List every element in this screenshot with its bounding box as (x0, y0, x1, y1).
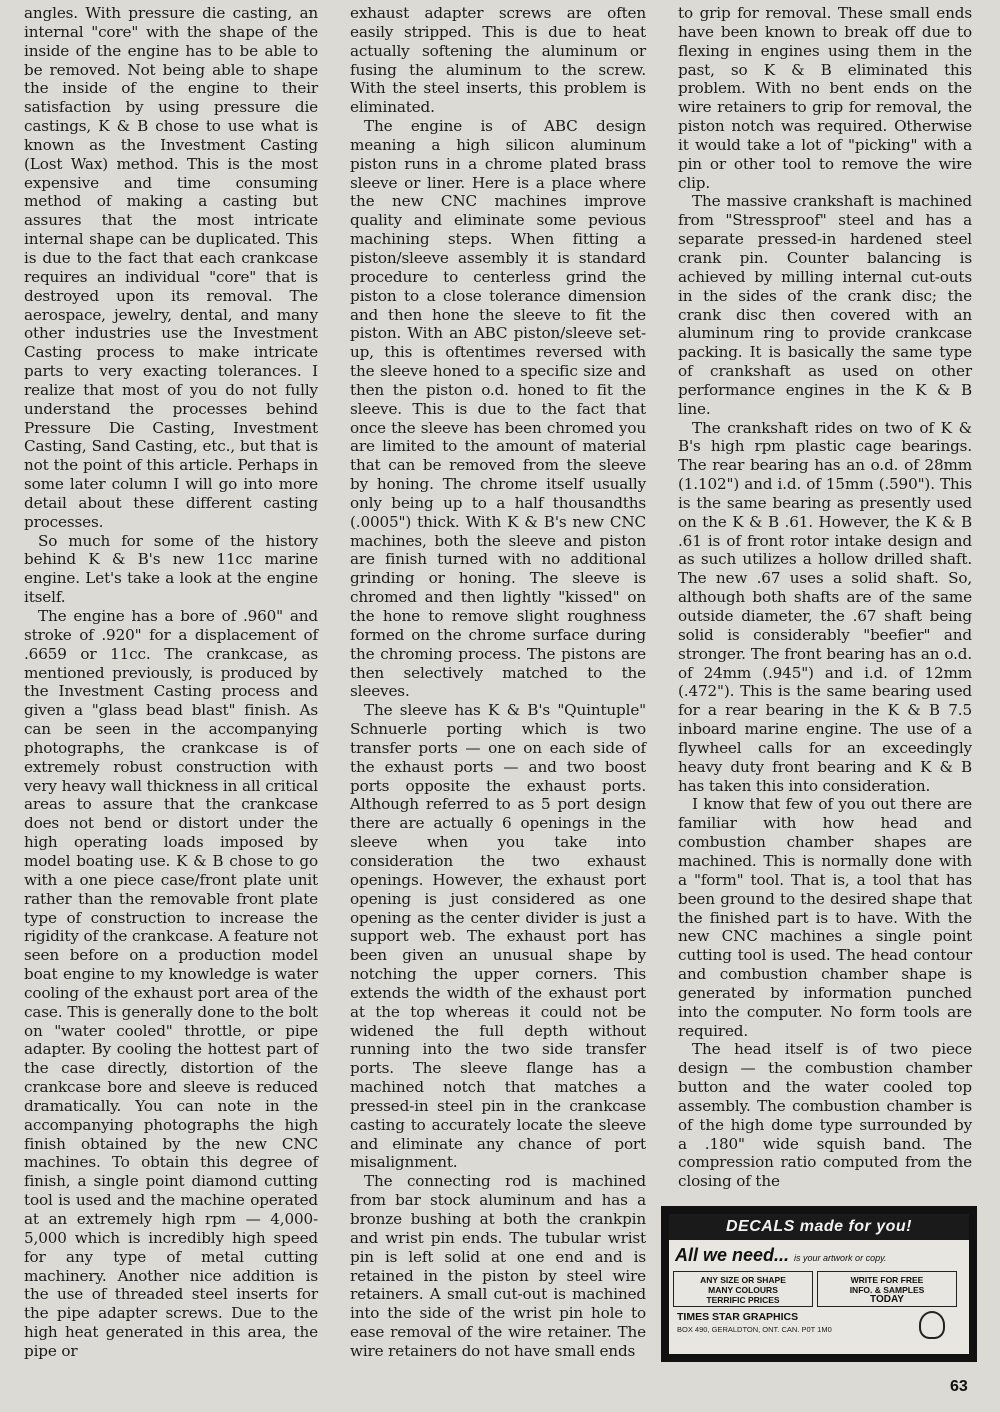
ad-panel (669, 1214, 969, 1354)
ad-contact-line: WRITE FOR FREE (850, 1275, 924, 1285)
ad-tagline-main: All we need... (675, 1245, 790, 1265)
page-number: 63 (950, 1378, 968, 1395)
ad-contact-line: TODAY (870, 1294, 904, 1305)
paragraph: The head itself is of two piece design — the combustion chamber button and the water cooled top assembly. The combustion chamber is of the high dome type surrounded by a .180" wide squish band. The compression ratio computed from the closing of the (678, 1040, 972, 1191)
article-column-2 (350, 4, 646, 1364)
article-column-3 (678, 4, 972, 1199)
ad-company-name: TIMES STAR GRAPHICS (677, 1311, 799, 1323)
paragraph: angles. With pressure die casting, an internal "core" with the shape of the inside of the engine has to be able to be removed. Not being able to shape the inside of the engine to their satisfaction by using pressure die castings, K & B chose to use what is known as the Investment Casting (Lost Wax) method. This is the most expensive and time consuming method of making a casting but assures that the most intricate internal shape can be duplicated. This is due to the fact that each crankcase requires an individual "core" that is destroyed upon its removal. The aerospace, jewelry, dental, and many other industries use the Investment Casting process to make intricate parts to very exacting tolerances. I realize that most of you do not fully understand the processes behind Pressure Die Casting, Investment Casting, Sand Casting, etc., but that is not the point of this article. Perhaps in some later column I will go into more detail about these different casting processes. (24, 4, 318, 531)
ad-headline: DECALS made for you! (669, 1214, 969, 1240)
ad-address: BOX 490, GERALDTON, ONT. CAN. P0T 1M0 (677, 1325, 832, 1334)
paragraph: So much for some of the history behind K & B's new 11cc marine engine. Let's take a look at the engine itself. (24, 531, 318, 607)
company-logo-icon (919, 1311, 945, 1339)
paragraph: The massive crankshaft is machined from "Stressproof" steel and has a separate pressed-in hardened steel crank pin. Counter balancing is achieved by milling internal cut-outs in the sides of the crank disc; the crank disc then covered with an aluminum ring to provide crankcase packing. It is basically the same type of crankshaft as used on other performance engines in the K & B line. (678, 192, 972, 418)
paragraph: The sleeve has K & B's "Quintuple" Schnuerle porting which is two transfer ports — one on each side of the exhaust ports — and two boost ports opposite the exhaust ports. Although referred to as 5 port design there are actually 6 openings in the sleeve when you take into consideration the two exhaust openings. However, the exhaust port opening is just considered as one opening as the center divider is just a support web. The exhaust port has been given an unusual shape by notching the upper corners. This extends the width of the exhaust port at the top whereas it could not be widened the full depth without running into the two side transfer ports. The sleeve flange has a machined notch that matches a pressed-in steel pin in the crankcase casting to accurately locate the sleeve and eliminate any chance of port misalignment. (350, 701, 646, 1172)
ad-contact-box (817, 1271, 957, 1307)
ad-tagline (675, 1245, 965, 1266)
ad-feature-line: TERRIFIC PRICES (706, 1295, 780, 1305)
paragraph: to grip for removal. These small ends have been known to break off due to flexing in engines using them in the past, so K & B eliminated this problem. With no bent ends on the wire retainers to grip for removal, the piston notch was required. Otherwise it would take a lot of "picking" with a pin or other tool to remove the wire clip. (678, 4, 972, 192)
paragraph: exhaust adapter screws are often easily stripped. This is due to heat actually softening the aluminum or fusing the aluminum to the screw. With the steel inserts, this problem is eliminated. (350, 4, 646, 117)
paragraph: I know that few of you out there are familiar with how head and combustion chamber shapes are machined. This is normally done with a "form" tool. That is, a tool that has been ground to the desired shape that the finished part is to have. With the new CNC machines a single point cutting tool is used. The head contour and combustion chamber shape is generated by information punched into the computer. No form tools are required. (678, 795, 972, 1040)
ad-contact-line: INFO. & SAMPLES (849, 1285, 925, 1295)
paragraph: The crankshaft rides on two of K & B's high rpm plastic cage bearings. The rear bearing has an o.d. of 28mm (1.102") and i.d. of 15mm (.590"). This is the same bearing as presently used on the K & B .61. However, the K & B .61 is of front rotor intake design and as such utilizes a hollow drilled shaft. The new .67 uses a solid shaft. So, although both shafts are of the same outside diameter, the .67 shaft being solid is considerably "beefier" and stronger. The front bearing has an o.d. of 24mm (.945") and i.d. of 12mm (.472"). This is the same bearing used for a rear bearing in the K & B 7.5 inboard marine engine. The use of a flywheel calls for an exceedingly heavy duty front bearing and K & B has taken this into consideration. (678, 418, 972, 795)
decals-advertisement (661, 1206, 977, 1362)
ad-feature-line: ANY SIZE OR SHAPE (700, 1275, 786, 1285)
ad-feature-line: MANY COLOURS (708, 1285, 778, 1295)
paragraph: The engine has a bore of .960" and stroke of .920" for a displacement of .6659 or 11cc. The crankcase, as mentioned previously, is produced by the Investment Casting process and given a "glass bead blast" finish. As can be seen in the accompanying photographs, the crankcase is of extremely robust construction with very heavy wall thickness in all critical areas to assure that the crankcase does not bend or distort under the high operating loads imposed by model boating use. K & B chose to go with a one piece case/front plate unit rather than the removable front plate type of construction to increase the rigidity of the crankcase. A feature not seen before on a production model boat engine to my knowledge is water cooling of the exhaust port area of the case. This is generally done to the bolt on "water cooled" throttle, or pipe adapter. By cooling the hottest part of the case directly, distortion of the crankcase bore and sleeve is reduced dramatically. You can note in the accompanying photographs the high finish obtained by the new CNC machines. To obtain this degree of finish, a single point diamond cutting tool is used and the machine operated at an extremely high rpm — 4,000-5,000 which is incredibly high speed for any type of metal cutting machinery. Another nice addition is the use of threaded steel inserts for the pipe adapter screws. Due to the high heat generated in this area, the pipe or (24, 607, 318, 1360)
ad-features-box (673, 1271, 813, 1307)
article-column-1 (24, 4, 318, 1360)
paragraph: The connecting rod is machined from bar stock aluminum and has a bronze bushing at both the crankpin and wrist pin ends. The tubular wrist pin is left solid at one end and is retained in the piston by steel wire retainers. A small cut-out is machined into the side of the wrist pin hole to ease removal of the wire retainer. The wire retainers do not have small ends (350, 1172, 646, 1360)
paragraph: The engine is of ABC design meaning a high silicon aluminum piston runs in a chrome plated brass sleeve or liner. Here is a place where the new CNC machines improve quality and eliminate some pevious machining steps. When fitting a piston/sleeve assembly it is standard procedure to centerless grind the piston to a close tolerance dimension and then hone the sleeve to fit the piston. With an ABC piston/sleeve set-up, this is oftentimes reversed with the sleeve honed to a specific size and then the piston o.d. honed to fit the sleeve. This is due to the fact that once the sleeve has been chromed you are limited to the amount of material that can be removed from the sleeve by honing. The chrome itself usually only being up to a half thousandths (.0005") thick. With K & B's new CNC machines, both the sleeve and piston are finish turned with no additional grinding or honing. The sleeve is chromed and then lightly "kissed" on the hone to remove slight roughness formed on the chrome surface during the chroming process. The pistons are then selectively matched to the sleeves. (350, 117, 646, 701)
ad-tagline-small: is your artwork or copy. (794, 1253, 887, 1263)
